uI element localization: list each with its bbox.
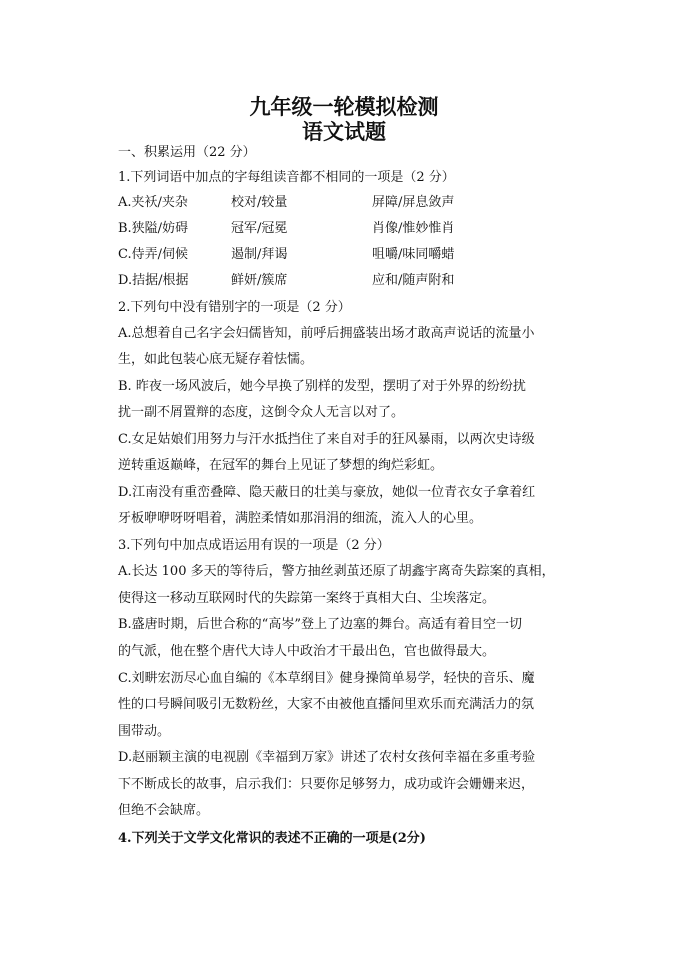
question-2-line: C.女足姑娘们用努力与汗水抵挡住了来自对手的狂风暴雨，以两次史诗级 [118, 432, 535, 447]
exam-subtitle: 语文试题 [302, 119, 386, 144]
option-col-1: A.夹袄/夹杂 [118, 195, 188, 210]
question-2-line: 逆转重返巅峰，在冠军的舞台上见证了梦想的绚烂彩虹。 [118, 458, 444, 473]
option-col-2: 校对/较量 [231, 195, 288, 210]
question-3-line: 使得这一移动互联网时代的失踪第一案终于真相大白、尘埃落定。 [118, 591, 496, 606]
option-col-1: C.侍弄/伺候 [118, 247, 188, 262]
question-2-line: 扰一副不屑置辩的态度，这倒令众人无言以对了。 [118, 405, 405, 420]
option-col-2: 鲜妍/簇席 [231, 273, 288, 288]
question-2-stem: 2.下列句中没有错别字的一项是（2 分） [118, 300, 351, 315]
question-2-line: 生，如此包装心底无疑存着怯懦。 [118, 352, 314, 367]
section-heading: 一、积累运用（22 分） [118, 145, 256, 160]
exam-title: 九年级一轮模拟检测 [249, 94, 439, 119]
question-1-option-d [0, 273, 688, 289]
question-3-line: 下不断成长的故事，启示我们：只要你足够努力，成功或许会姗姗来迟， [118, 777, 535, 792]
question-2-line: D.江南没有重峦叠障、隐天蔽日的壮美与豪放，她似一位青衣女子拿着红 [118, 485, 536, 500]
option-col-1: B.狭隘/妨碍 [118, 221, 189, 236]
question-4-stem: 4.下列关于文学文化常识的表述不正确的一项是(2分) [118, 831, 426, 846]
option-col-3: 咀嚼/味同嚼蜡 [372, 247, 455, 262]
option-col-3: 应和/随声附和 [372, 273, 455, 288]
option-col-3: 肖像/惟妙惟肖 [372, 221, 455, 236]
question-2-line: A.总想着自己名字会妇儒皆知，前呼后拥盛装出场才敢高声说话的流量小 [118, 326, 535, 341]
question-1-option-b [0, 221, 688, 237]
question-1-option-c [0, 247, 688, 263]
question-2-line: B. 昨夜一场风波后，她今早换了别样的发型，摆明了对于外界的纷纷扰 [118, 379, 526, 394]
question-3-stem: 3.下列句中加点成语运用有误的一项是（2 分） [118, 538, 390, 553]
question-3-line: C.刘畊宏沥尽心血自编的《本草纲目》健身操简单易学，轻快的音乐、魔 [118, 671, 535, 686]
option-col-2: 遏制/拜谒 [231, 247, 288, 262]
question-1-option-a [0, 195, 688, 211]
question-2-line: 牙板咿咿呀呀唱着，满腔柔情如那涓涓的细流，流入人的心里。 [118, 511, 483, 526]
question-3-line: D.赵丽颖主演的电视剧《幸福到万家》讲述了农村女孩何幸福在多重考验 [118, 750, 536, 765]
question-1-stem: 1.下列词语中加点的字每组读音都不相同的一项是（2 分） [118, 170, 455, 185]
question-3-line: 但绝不会缺席。 [118, 803, 210, 818]
question-3-line: 性的口号瞬间吸引无数粉丝，大家不由被他直播间里欢乐而充满活力的氛 [118, 697, 535, 712]
option-col-1: D.拮据/根据 [118, 273, 189, 288]
option-col-2: 冠军/冠冕 [231, 221, 288, 236]
question-3-line: B.盛唐时期，后世合称的“高岑”登上了边塞的舞台。高适有着目空一切 [118, 617, 522, 632]
question-3-line: 围带动。 [118, 724, 171, 739]
question-3-line: A.长达 100 多天的等待后，警方抽丝剥茧还原了胡鑫宇离奇失踪案的真相， [118, 564, 555, 579]
option-col-3: 屏障/屏息敛声 [372, 195, 455, 210]
question-3-line: 的气派，他在整个唐代大诗人中政治才干最出色，官也做得最大。 [118, 644, 496, 659]
